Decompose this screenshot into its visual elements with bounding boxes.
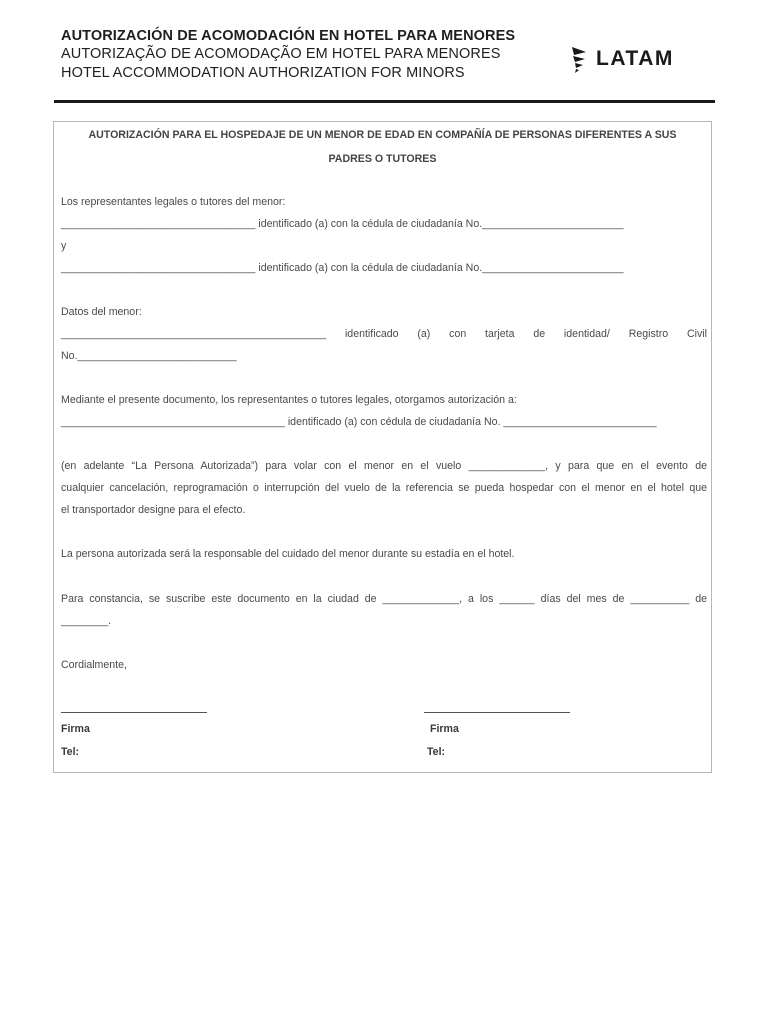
authorization-intro: Mediante el presente documento, los representantes o tutores legales, otorgamos autorización a: xyxy=(61,394,517,406)
minor-line1: _____________________________________________ identificado (a) con tarjeta de identidad/ Registro Civil xyxy=(61,328,707,340)
minor-data-label: Datos del menor: xyxy=(61,306,142,318)
form-title xyxy=(64,123,701,171)
flight-line2: cualquier cancelación, reprogramación o interrupción del vuelo de la referencia se pueda hospedar con el menor en el hotel que xyxy=(61,482,707,494)
form-title-line1: AUTORIZACIÓN PARA EL HOSPEDAJE DE UN MENOR DE EDAD EN COMPAÑÍA DE PERSONAS DIFERENTES A SUS xyxy=(88,129,677,141)
constancy-line1: Para constancia, se suscribe este documento en la ciudad de _____________, a los ______ días del mes de __________ de xyxy=(61,593,707,605)
signature-right-firma: Firma xyxy=(430,723,459,735)
closing-text: Cordialmente, xyxy=(61,659,127,671)
signature-right-tel: Tel: xyxy=(427,746,446,758)
constancy-line2: ________. xyxy=(61,615,112,627)
flight-line3: el transportador designe para el efecto. xyxy=(61,504,246,516)
authorized-person-line: ______________________________________ identificado (a) con cédula de ciudadanía No. __________________________ xyxy=(61,416,657,428)
title-portuguese: AUTORIZAÇÃO DE ACOMODAÇÃO EM HOTEL PARA MENORES xyxy=(61,46,501,62)
authorization-form xyxy=(53,121,712,773)
header-divider xyxy=(54,100,715,103)
responsibility-text: La persona autorizada será la responsable del cuidado del menor durante su estadía en el hotel. xyxy=(61,548,515,560)
legal-reps-intro: Los representantes legales o tutores del menor: xyxy=(61,196,286,208)
logo-text: LATAM xyxy=(596,47,674,70)
minor-line2: No.___________________________ xyxy=(61,350,237,362)
latam-swoosh-icon xyxy=(569,44,589,74)
title-spanish: AUTORIZACIÓN DE ACOMODACIÓN EN HOTEL PARA MENORES xyxy=(61,28,516,44)
form-title-line2: PADRES O TUTORES xyxy=(328,153,437,165)
rep1-line: _________________________________ identificado (a) con la cédula de ciudadanía No.________________________ xyxy=(61,218,624,230)
flight-line1: (en adelante “La Persona Autorizada”) para volar con el menor en el vuelo _____________, y para que en el evento de xyxy=(61,460,707,472)
rep2-line: _________________________________ identificado (a) con la cédula de ciudadanía No.________________________ xyxy=(61,262,624,274)
signature-left-firma: Firma xyxy=(61,723,90,735)
signature-line-right xyxy=(424,712,570,713)
signature-left-tel: Tel: xyxy=(61,746,80,758)
title-english: HOTEL ACCOMMODATION AUTHORIZATION FOR MINORS xyxy=(61,65,465,81)
document-header xyxy=(61,27,515,83)
latam-logo xyxy=(569,44,674,74)
signature-line-left xyxy=(61,712,207,713)
and-text: y xyxy=(61,240,67,252)
